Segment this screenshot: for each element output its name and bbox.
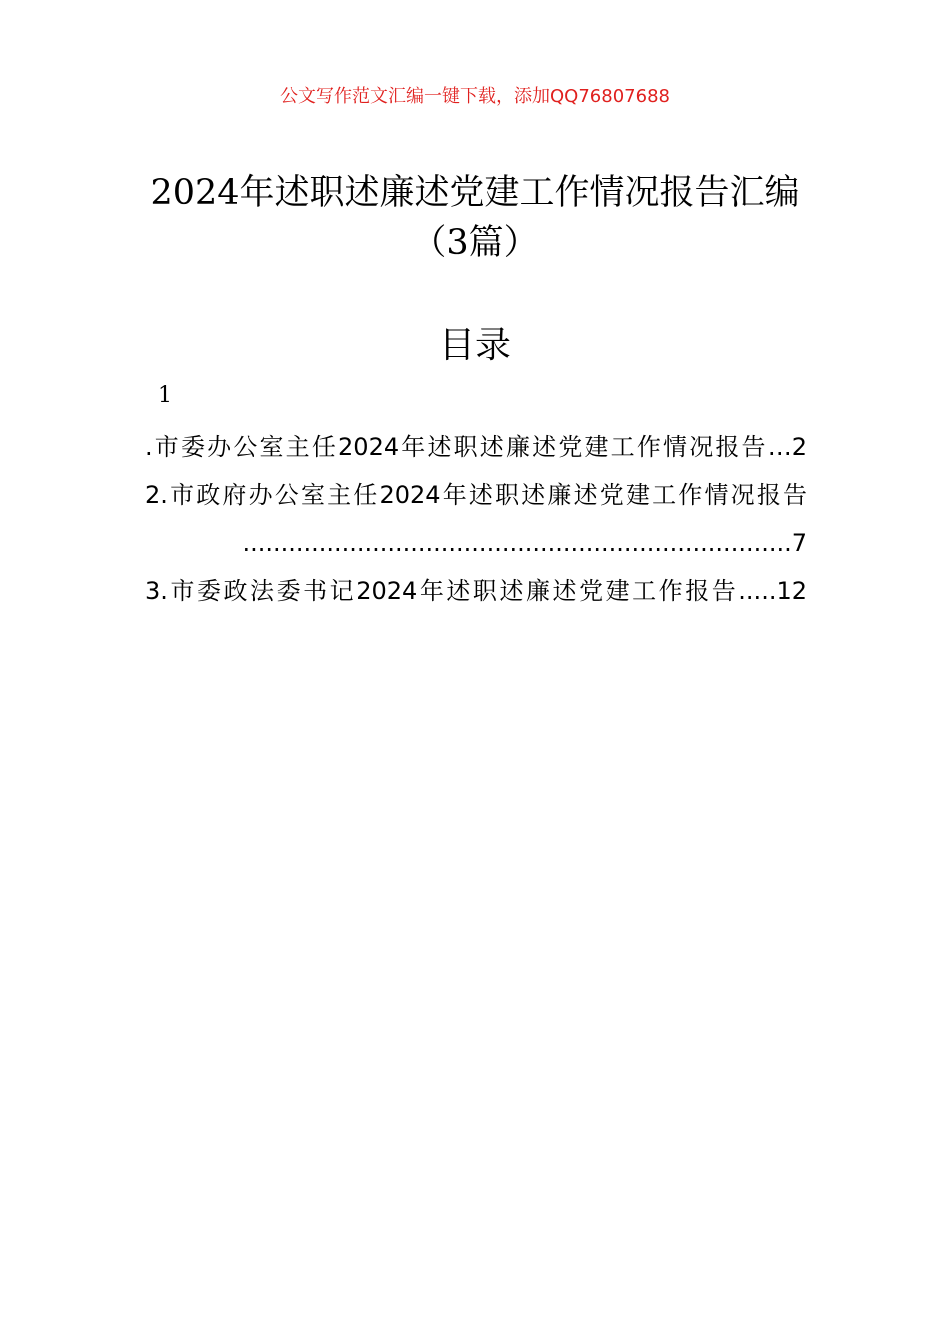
toc-entry-number: 1: [158, 383, 172, 408]
document-title: [95, 168, 855, 268]
table-of-contents: [145, 423, 807, 615]
download-promo-note: 公文写作范文汇编一键下载，添加QQ76807688: [280, 86, 670, 107]
toc-entry-1[interactable]: .市委办公室主任2024年述职述廉述党建工作情况报告…2: [145, 433, 807, 461]
toc-heading: 目录: [438, 325, 511, 366]
document-title-line-2: （3篇）: [411, 223, 539, 263]
toc-entry-3[interactable]: 3.市委政法委书记2024年述职述廉述党建工作报告.....12: [145, 577, 807, 605]
document-title-line-1: 2024年述职述廉述党建工作情况报告汇编: [150, 173, 800, 213]
toc-entry-2[interactable]: 2.市政府办公室主任2024年述职述廉述党建工作情况报告: [145, 481, 807, 509]
toc-entry-2-leader[interactable]: ........................................................................7: [242, 529, 807, 557]
